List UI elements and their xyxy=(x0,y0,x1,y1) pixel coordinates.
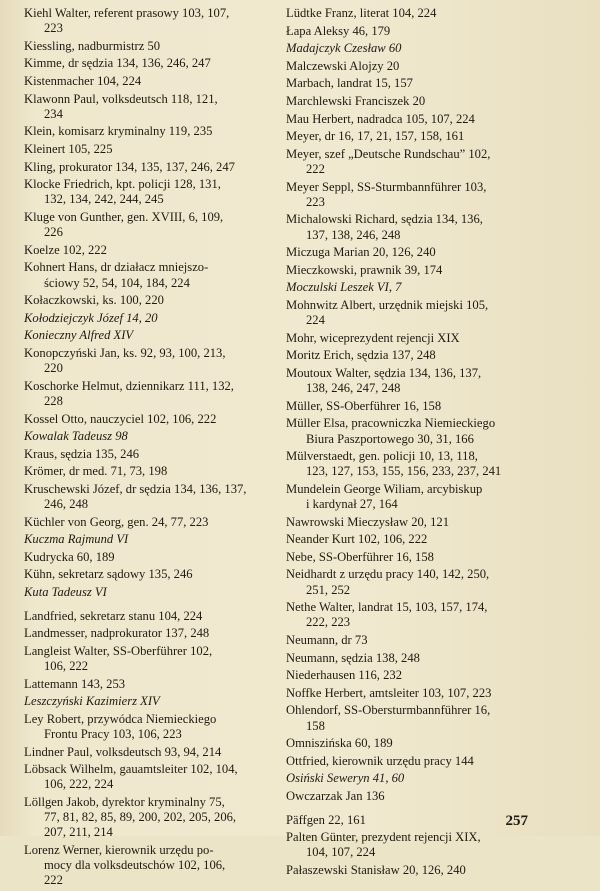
index-entry-continuation: 234 xyxy=(44,106,63,121)
index-entry-text: Ley Robert, przywódca Niemieckiego xyxy=(24,711,217,726)
index-entry xyxy=(286,212,532,242)
index-entry xyxy=(286,789,532,804)
index-entry xyxy=(24,550,270,565)
index-entry xyxy=(286,771,532,786)
index-entry-text: Mohr, wiceprezydent rejencji XIX xyxy=(286,330,460,345)
index-entry-text: Mohnwitz Albert, urzędnik miejski 105, xyxy=(286,297,489,312)
index-entry xyxy=(286,813,532,828)
index-entry xyxy=(286,482,532,512)
index-entry-continuation: 228 xyxy=(44,393,63,408)
index-entry-continuation: Frontu Pracy 103, 106, 223 xyxy=(44,727,182,742)
index-entry xyxy=(286,863,532,878)
index-entry xyxy=(24,379,270,409)
index-entry-text: Krömer, dr med. 71, 73, 198 xyxy=(24,464,168,479)
index-column-left xyxy=(24,6,270,891)
index-entry-text: Marchlewski Franciszek 20 xyxy=(286,93,426,108)
index-entry xyxy=(286,331,532,346)
index-entry-continuation: 222, 223 xyxy=(306,615,351,630)
index-entry-text: Kuczma Rajmund VI xyxy=(24,532,129,547)
index-entry xyxy=(24,532,270,547)
index-entry xyxy=(24,124,270,139)
index-entry xyxy=(24,260,270,290)
index-entry-text: Kimme, dr sędzia 134, 136, 246, 247 xyxy=(24,56,211,71)
index-entry-continuation: 158 xyxy=(306,718,325,733)
index-entry xyxy=(24,609,270,624)
index-entry-text: Nethe Walter, landrat 15, 103, 157, 174, xyxy=(286,600,488,615)
index-entry-text: Kowalak Tadeusz 98 xyxy=(24,429,128,444)
index-entry xyxy=(24,6,270,36)
index-entry xyxy=(24,644,270,674)
index-entry-text: Neumann, dr 73 xyxy=(286,633,368,648)
index-entry xyxy=(286,59,532,74)
index-entry xyxy=(286,280,532,295)
index-entry-text: Müller, SS-Oberführer 16, 158 xyxy=(286,398,442,413)
index-entry-text: Neumann, sędzia 138, 248 xyxy=(286,650,420,665)
index-entry-text: Malczewski Alojzy 20 xyxy=(286,58,400,73)
index-entry xyxy=(24,482,270,512)
index-entry-continuation: 226 xyxy=(44,225,63,240)
index-entry-text: Kuta Tadeusz VI xyxy=(24,585,107,600)
index-entry-text: Neander Kurt 102, 106, 222 xyxy=(286,532,428,547)
index-entry xyxy=(24,142,270,157)
index-entry xyxy=(286,668,532,683)
index-entry-continuation: 251, 252 xyxy=(306,582,351,597)
index-entry xyxy=(24,160,270,175)
index-entry xyxy=(24,429,270,444)
index-entry xyxy=(24,328,270,343)
index-entry-continuation: 246, 248 xyxy=(44,497,89,512)
index-entry xyxy=(24,745,270,760)
index-entry xyxy=(24,311,270,326)
index-entry xyxy=(286,830,532,860)
index-entry xyxy=(24,567,270,582)
index-entry-continuation: 137, 138, 246, 248 xyxy=(306,227,401,242)
index-entry-text: Koschorke Helmut, dziennikarz 111, 132, xyxy=(24,378,234,393)
index-entry-continuation: 123, 127, 153, 155, 156, 233, 237, 241 xyxy=(306,464,502,479)
index-entry-continuation: 138, 246, 247, 248 xyxy=(306,381,401,396)
index-entry xyxy=(286,651,532,666)
index-entry xyxy=(286,515,532,530)
index-entry-text: Niederhausen 116, 232 xyxy=(286,668,402,683)
index-entry xyxy=(286,703,532,733)
index-entry-text: Meyer, dr 16, 17, 21, 157, 158, 161 xyxy=(286,129,465,144)
index-entry xyxy=(24,74,270,89)
index-entry-continuation: 104, 107, 224 xyxy=(306,845,376,860)
index-entry-text: Kraus, sędzia 135, 246 xyxy=(24,446,140,461)
index-entry xyxy=(24,447,270,462)
index-entry-text: Owczarzak Jan 136 xyxy=(286,789,385,804)
index-entry xyxy=(286,449,532,479)
index-entry-continuation: 106, 222, 224 xyxy=(44,777,114,792)
index-entry xyxy=(24,56,270,71)
index-entry-continuation: 223 xyxy=(44,21,63,36)
index-entry xyxy=(286,147,532,177)
index-entry xyxy=(24,243,270,258)
index-entry-text: Noffke Herbert, amtsleiter 103, 107, 223 xyxy=(286,685,492,700)
page-number: 257 xyxy=(505,813,528,829)
index-entry xyxy=(24,694,270,709)
index-entry xyxy=(24,346,270,376)
index-entry-text: Kohnert Hans, dr działacz mniejszo- xyxy=(24,260,209,275)
index-entry-text: Pałaszewski Stanisław 20, 126, 240 xyxy=(286,863,466,877)
index-entry xyxy=(24,293,270,308)
index-entry xyxy=(286,366,532,396)
index-entry-text: Lorenz Werner, kierownik urzędu po- xyxy=(24,843,214,858)
index-entry-text: Kleinert 105, 225 xyxy=(24,141,113,156)
index-entry-text: Kossel Otto, nauczyciel 102, 106, 222 xyxy=(24,411,217,426)
index-entry-text: Langleist Walter, SS-Oberführer 102, xyxy=(24,643,213,658)
index-entry-continuation: 77, 81, 82, 85, 89, 200, 202, 205, 206, xyxy=(44,810,237,825)
index-entry-text: Lindner Paul, volksdeutsch 93, 94, 214 xyxy=(24,744,222,759)
index-entry-text: Klocke Friedrich, kpt. policji 128, 131, xyxy=(24,177,221,192)
index-entry-continuation: i kardynał 27, 164 xyxy=(306,497,398,512)
index-entry xyxy=(286,24,532,39)
index-entry xyxy=(286,112,532,127)
index-entry-text: Päffgen 22, 161 xyxy=(286,812,366,827)
index-entry-text: Kühn, sekretarz sądowy 135, 246 xyxy=(24,567,193,582)
index-entry-text: Kołaczkowski, ks. 100, 220 xyxy=(24,293,164,308)
index-entry-text: Landfried, sekretarz stanu 104, 224 xyxy=(24,608,203,623)
index-entry-text: Kudrycka 60, 189 xyxy=(24,549,115,564)
index-entry-text: Küchler von Georg, gen. 24, 77, 223 xyxy=(24,514,209,529)
index-entry-text: Koelze 102, 222 xyxy=(24,242,107,257)
index-entry-text: Kluge von Gunther, gen. XVIII, 6, 109, xyxy=(24,209,224,224)
index-entry-continuation: 222 xyxy=(306,161,325,176)
index-entry-text: Kistenmacher 104, 224 xyxy=(24,73,142,88)
index-entry-text: Moutoux Walter, sędzia 134, 136, 137, xyxy=(286,365,482,380)
index-entry xyxy=(286,754,532,769)
index-entry xyxy=(24,39,270,54)
index-entry-text: Łapa Aleksy 46, 179 xyxy=(286,23,391,38)
index-entry xyxy=(24,177,270,207)
index-entry-text: Klein, komisarz kryminalny 119, 235 xyxy=(24,124,213,139)
index-entry xyxy=(286,76,532,91)
index-entry xyxy=(286,6,532,21)
index-entry-text: Konopczyński Jan, ks. 92, 93, 100, 213, xyxy=(24,345,226,360)
index-entry xyxy=(24,515,270,530)
index-entry-text: Mieczkowski, prawnik 39, 174 xyxy=(286,262,443,277)
index-entry xyxy=(24,412,270,427)
index-entry-text: Lüdtke Franz, literat 104, 224 xyxy=(286,6,437,20)
index-entry-continuation: 106, 222 xyxy=(44,659,89,674)
index-entry xyxy=(24,585,270,600)
index-entry xyxy=(24,712,270,742)
index-entry xyxy=(24,677,270,692)
index-entry-text: Ohlendorf, SS-Obersturmbannführer 16, xyxy=(286,703,491,718)
index-entry-text: Moritz Erich, sędzia 137, 248 xyxy=(286,348,436,363)
index-entry-text: Mülverstaedt, gen. policji 10, 13, 118, xyxy=(286,449,478,464)
index-entry-text: Michalowski Richard, sędzia 134, 136, xyxy=(286,212,483,227)
index-entry xyxy=(286,633,532,648)
index-entry-text: Kruschewski Józef, dr sędzia 134, 136, 137, xyxy=(24,481,247,496)
index-entry-text: Kling, prokurator 134, 135, 137, 246, 247 xyxy=(24,159,235,174)
index-entry-text: Meyer Seppl, SS-Sturmbannführer 103, xyxy=(286,179,487,194)
index-entry xyxy=(24,843,270,889)
index-entry xyxy=(24,464,270,479)
index-entry-continuation: Biura Paszportowego 30, 31, 166 xyxy=(306,431,474,446)
index-entry-text: Kiehl Walter, referent prasowy 103, 107, xyxy=(24,6,230,20)
index-entry xyxy=(286,736,532,751)
index-entry-continuation: 223 xyxy=(306,194,325,209)
index-entry-text: Mau Herbert, nadradca 105, 107, 224 xyxy=(286,111,475,126)
index-entry-text: Nebe, SS-Oberführer 16, 158 xyxy=(286,549,434,564)
index-entry-text: Leszczyński Kazimierz XIV xyxy=(24,694,160,709)
index-entry xyxy=(286,263,532,278)
index-entry-text: Neidhardt z urzędu pracy 140, 142, 250, xyxy=(286,567,490,582)
index-entry-text: Löllgen Jakob, dyrektor kryminalny 75, xyxy=(24,795,225,810)
index-entry-continuation: 224 xyxy=(306,313,325,328)
index-entry-text: Miczuga Marian 20, 126, 240 xyxy=(286,245,436,260)
index-entry-text: Osiński Seweryn 41, 60 xyxy=(286,771,405,786)
index-entry-text: Omniszińska 60, 189 xyxy=(286,736,393,751)
index-entry xyxy=(286,550,532,565)
index-entry-text: Konieczny Alfred XIV xyxy=(24,328,134,343)
index-entry-text: Müller Elsa, pracowniczka Niemieckiego xyxy=(286,416,496,431)
index-entry-continuation: 222 xyxy=(44,873,63,888)
index-entry xyxy=(286,686,532,701)
index-entry-text: Löbsack Wilhelm, gauamtsleiter 102, 104, xyxy=(24,762,238,777)
index-entry xyxy=(286,567,532,597)
index-entry xyxy=(286,245,532,260)
index-entry xyxy=(286,416,532,446)
index-entry xyxy=(286,600,532,630)
index-entry-text: Mundelein George Wiliam, arcybiskup xyxy=(286,481,483,496)
index-entry-text: Nawrowski Mieczysław 20, 121 xyxy=(286,514,449,529)
index-entry xyxy=(286,348,532,363)
index-entry-text: Meyer, szef „Deutsche Rundschau” 102, xyxy=(286,146,491,161)
index-entry-text: Ottfried, kierownik urzędu pracy 144 xyxy=(286,753,474,768)
index-entry xyxy=(286,41,532,56)
index-entry-text: Moczulski Leszek VI, 7 xyxy=(286,280,402,295)
index-column-right xyxy=(286,6,532,881)
index-entry-text: Kiessling, nadburmistrz 50 xyxy=(24,38,161,53)
index-entry-text: Landmesser, nadprokurator 137, 248 xyxy=(24,626,210,641)
index-entry xyxy=(24,210,270,240)
index-entry-continuation: mocy dla volksdeutschów 102, 106, xyxy=(44,858,226,873)
index-entry-text: Lattemann 143, 253 xyxy=(24,676,126,691)
index-entry-text: Marbach, landrat 15, 157 xyxy=(286,76,413,91)
index-entry xyxy=(286,298,532,328)
index-entry xyxy=(24,626,270,641)
index-entry-text: Klawonn Paul, volksdeutsch 118, 121, xyxy=(24,91,218,106)
index-entry xyxy=(24,92,270,122)
index-entry xyxy=(286,129,532,144)
index-entry xyxy=(286,180,532,210)
index-entry xyxy=(24,762,270,792)
index-entry xyxy=(286,399,532,414)
index-entry-continuation: 220 xyxy=(44,361,63,376)
index-entry-continuation: 132, 134, 242, 244, 245 xyxy=(44,192,164,207)
index-entry-text: Madajczyk Czesław 60 xyxy=(286,41,402,56)
index-entry-text: Kołodziejczyk Józef 14, 20 xyxy=(24,310,158,325)
index-entry-text: Palten Günter, prezydent rejencji XIX, xyxy=(286,830,481,845)
index-entry xyxy=(286,94,532,109)
index-entry-continuation: 207, 211, 214 xyxy=(44,825,113,840)
index-entry xyxy=(286,532,532,547)
index-entry-continuation: ściowy 52, 54, 104, 184, 224 xyxy=(44,275,190,290)
index-entry xyxy=(24,795,270,841)
